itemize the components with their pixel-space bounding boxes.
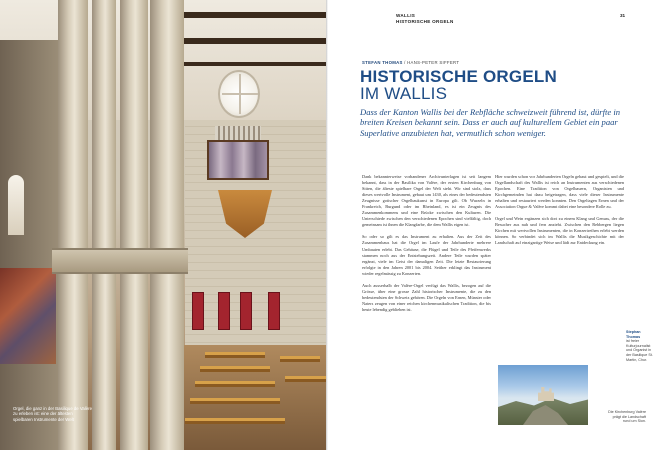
red-banner — [192, 292, 204, 330]
rose-window — [218, 70, 260, 118]
red-banner — [218, 292, 230, 330]
pew — [200, 366, 270, 372]
stone-column — [120, 0, 148, 450]
article-title: HISTORISCHE ORGELN — [360, 67, 557, 86]
stone-column — [58, 0, 88, 450]
castle-silhouette — [538, 387, 554, 401]
organ-case — [207, 140, 269, 180]
body-paragraph: So oder so gilt es das Instrument zu erhalten. Aus der Zeit des Zusammenbaus hat die Orgel im Laufe der Jahrhunderte mehrere Umbauten erlebt. Das Gehäuse, die Flügel und Teile des Pfeifenwerks stammen noch aus der Entstehungszeit. Andere Teile wurden später ergänzt, viele im Geist der damaligen Zeit. Die letzte Restaurierung erfolgte in den Jahren 2001 bis 2004. Seither erklingt das Instrument wieder regelmässig zu Konzerten. — [362, 234, 491, 276]
author-box — [626, 330, 653, 362]
body-column-2 — [495, 174, 624, 374]
pew — [190, 398, 280, 404]
pew — [285, 376, 327, 382]
author-bio: ist freier Kulturjournalist und Organist in der Basilique St. Martin, Chur. — [626, 339, 653, 362]
running-head-section: WALLIS — [396, 13, 416, 18]
byline-separator: / — [402, 60, 408, 65]
byline-photographer: HANS-PETER SIFFERT — [407, 60, 460, 65]
page-number: 31 — [620, 13, 626, 18]
pew — [280, 356, 320, 362]
body-paragraph: Auch ausserhalb der Valère-Orgel verfügt das Wallis, bezogen auf die Grösse, über eine grosse Zahl historischer Instrumente, die zu den bedeutendsten der Schweiz gehören. Die Orgeln von Ernen, Münster oder Naters zeugen von einer reichen kirchenmusikalischen Tradition, die bis heute lebendig geblieben ist. — [362, 282, 491, 312]
column-capital — [52, 248, 188, 274]
inset-caption: Die Kirchenburg Valère prägt die Landschaft rund um Sion. — [608, 410, 646, 424]
photo-caption: Orgel, die ganz in der Basilique de Valère zu erleben ist: eine der ältesten spielbaren Instrumente der Welt — [13, 406, 92, 422]
running-head — [396, 13, 454, 24]
valere-castle-photo — [498, 365, 588, 425]
stone-column — [92, 0, 116, 450]
wall-fresco — [0, 268, 56, 364]
red-banner — [240, 292, 252, 330]
author-name: Stephan Thomas — [626, 330, 641, 339]
body-column-1 — [362, 174, 491, 444]
page-gutter — [326, 0, 328, 450]
byline — [362, 60, 459, 65]
pew — [195, 381, 275, 387]
running-head-topic: HISTORISCHE ORGELN — [396, 18, 454, 24]
red-banner — [268, 292, 280, 330]
article-subtitle: IM WALLIS — [360, 84, 448, 103]
lead-paragraph: Dass der Kanton Wallis bei der Rebfläche schweizweit führend ist, dürfte in breiten Kreisen bekannt sein. Dass er auch auf kulturellem Gebiet ein paar Superlative anzubieten hat, vermutlich schon weniger. — [360, 107, 621, 138]
body-paragraph: Hier wurden schon vor Jahrhunderten Orgeln gebaut und gespielt, und die Orgellandschaft des Wallis ist reich an Instrumenten aus verschiedenen Epochen. Eine Tradition von Orgelbauern, Organisten und Kirchgemeinden hat dazu beigetragen, dass viele dieser Instrumente erhalten und restauriert werden konnten. Den Orgeltagen Ernen und der Association Orgue & Valère kommt dabei eine besondere Rolle zu. — [495, 174, 624, 210]
stone-column — [150, 0, 184, 450]
body-paragraph: Dank bekannterweise vorhandener Archivunterlagen ist seit langem bekannt, dass in der Basilika von Valère, der ersten Kirchenburg von Sitten, die älteste spielbare Orgel der Welt steht. Wir sind stolz, dass dieses wertvolle Instrument, gebaut um 1430, als eines der bedeutendsten Zeugnisse gotischer Orgelbaukunst in Europa gilt. Ob Wurzeln in Frankreich, Burgund oder im Rheinland, es ist ein Zeugnis des Zusammenkommens und eine Brücke zwischen den Kulturen. Die Unterschiede zwischen den verschiedenen Epochen sind vielfältig, doch gemeinsam ist ihnen die Klangfarbe, die dem Wallis eigen ist. — [362, 174, 491, 228]
pew — [205, 352, 265, 358]
arched-window — [8, 175, 24, 235]
pew — [185, 418, 285, 424]
byline-author: STEFAN THOMAS — [362, 60, 403, 65]
body-paragraph: Orgel und Wein ergänzen sich dort zu einem Klang und Genuss, der die Besucher aus nah und fern anzieht. Zwischen den Rebbergen liegen Kirchen mit wertvollen Instrumenten, die in Konzertreihen erlebt werden können. So verbindet sich im Wallis die Musikgeschichte mit der Landschaft auf einzigartige Weise und lädt zur Entdeckung ein. — [495, 216, 624, 246]
